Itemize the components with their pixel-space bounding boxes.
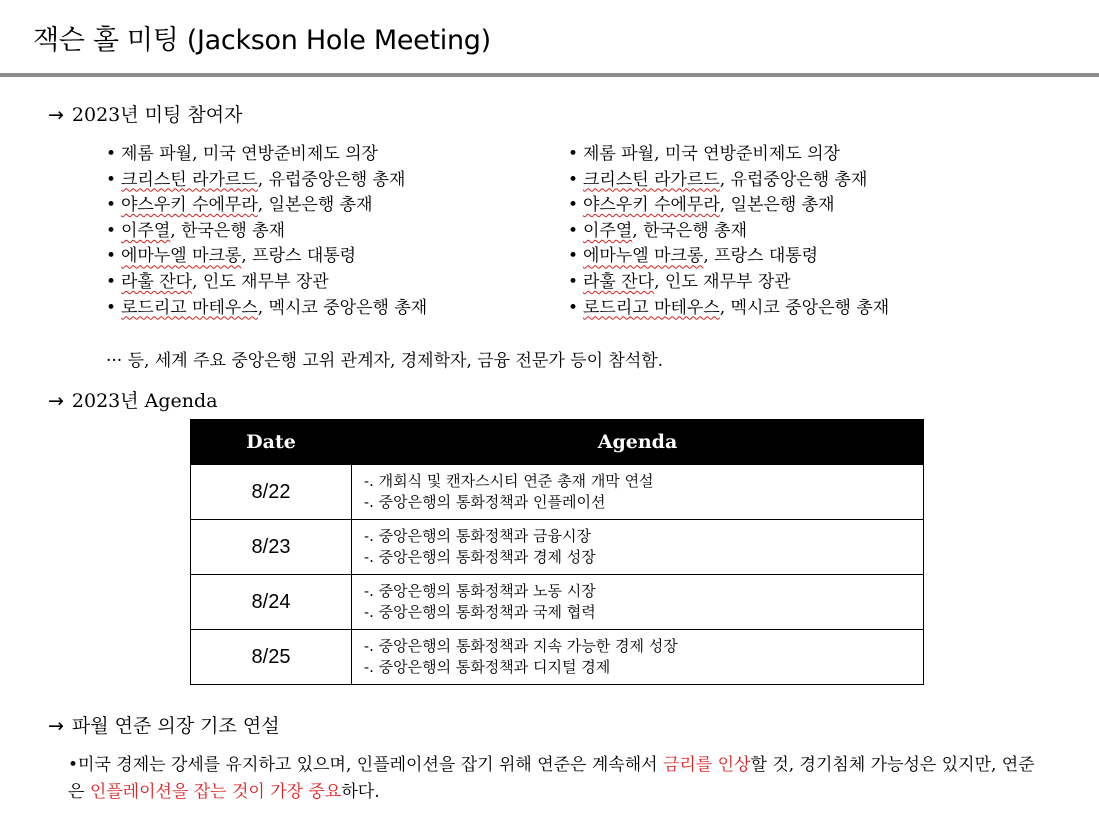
bullet-icon: •: [106, 246, 117, 267]
participant-name: 제롬 파월: [583, 144, 655, 164]
participant-role: , 프랑스 대통령: [241, 246, 357, 267]
participant-item: [106, 296, 427, 322]
speech-summary: [68, 752, 1048, 806]
participant-item: [568, 168, 889, 194]
bullet-icon: •: [106, 297, 117, 318]
bullet-icon: •: [568, 195, 579, 216]
participant-item: [568, 219, 889, 245]
participant-name: 에마누엘 마크롱: [121, 246, 242, 267]
participant-item: [568, 142, 889, 168]
participant-role: , 유럽중앙은행 총재: [257, 169, 406, 190]
arrow-right-icon: →: [48, 390, 64, 412]
participant-role: , 유럽중앙은행 총재: [719, 169, 868, 190]
agenda-item: -. 중앙은행의 통화정책과 지속 가능한 경제 성장: [364, 637, 678, 655]
agenda-row: [191, 465, 924, 520]
participant-name: 라훌 잔다: [583, 271, 655, 292]
bullet-icon: •: [106, 271, 117, 292]
participant-item: [106, 244, 427, 270]
participant-role: , 한국은행 총재: [632, 220, 748, 241]
agenda-item: -. 중앙은행의 통화정책과 경제 성장: [364, 548, 596, 566]
bullet-icon: •: [568, 297, 579, 318]
agenda-item: -. 중앙은행의 통화정책과 국제 협력: [364, 603, 596, 621]
bullet-icon: •: [568, 169, 579, 190]
participants-etc-note: ··· 등, 세계 주요 중앙은행 고위 관계자, 경제학자, 금융 전문가 등이 참석함.: [106, 351, 664, 371]
participant-role: , 미국 연방준비제도 의장: [192, 144, 378, 164]
bullet-icon: •: [106, 220, 117, 241]
participant-name: 야스우키 수에무라: [121, 195, 258, 216]
participant-role: , 멕시코 중앙은행 총재: [719, 297, 890, 318]
page-title: 잭슨 홀 미팅 (Jackson Hole Meeting): [33, 25, 491, 56]
agenda-header-row: [191, 420, 924, 465]
participant-item: [568, 244, 889, 270]
highlight-rate-hike: 금리를 인상: [662, 755, 751, 775]
bullet-icon: •: [568, 220, 579, 241]
column-header-date: Date: [191, 420, 352, 465]
participant-item: [106, 270, 427, 296]
speech-text: 하다.: [341, 782, 380, 802]
participant-name: 크리스틴 라가르드: [121, 169, 258, 190]
participant-name: 이주열: [583, 220, 633, 241]
bullet-icon: •: [106, 144, 117, 164]
speech-text: 할 것, 경기침체 가능성은 있지만, 연준은: [68, 755, 1035, 802]
participant-name: 제롬 파월: [121, 144, 193, 164]
section-heading-text: 2023년 Agenda: [71, 390, 218, 412]
participant-role: , 한국은행 총재: [170, 220, 286, 241]
section-participants-heading: [48, 100, 242, 127]
participant-item: [568, 193, 889, 219]
agenda-items: [352, 575, 924, 630]
section-heading-text: 2023년 미팅 참여자: [71, 104, 243, 126]
participant-name: 야스우키 수에무라: [583, 195, 720, 216]
arrow-right-icon: →: [48, 715, 64, 737]
participant-item: [106, 142, 427, 168]
speech-text: •미국 경제는 강세를 유지하고 있으며, 인플레이션을 잡기 위해 연준은 계속해서: [68, 755, 663, 775]
agenda-item: -. 중앙은행의 통화정책과 인플레이션: [364, 493, 606, 511]
bullet-icon: •: [106, 195, 117, 216]
title-divider: [0, 73, 1099, 77]
column-header-agenda: Agenda: [352, 420, 924, 465]
agenda-item: -. 중앙은행의 통화정책과 노동 시장: [364, 582, 596, 600]
participant-name: 라훌 잔다: [121, 271, 193, 292]
agenda-row: [191, 575, 924, 630]
arrow-right-icon: →: [48, 104, 64, 126]
participant-role: , 프랑스 대통령: [703, 246, 819, 267]
agenda-items: [352, 465, 924, 520]
participant-item: [106, 193, 427, 219]
participant-name: 이주열: [121, 220, 171, 241]
participant-name: 로드리고 마테우스: [121, 297, 258, 318]
agenda-item: -. 중앙은행의 통화정책과 금융시장: [364, 527, 592, 545]
participant-role: , 인도 재무부 장관: [654, 271, 791, 292]
agenda-date: 8/22: [191, 465, 352, 520]
participant-item: [106, 219, 427, 245]
agenda-date: 8/23: [191, 520, 352, 575]
bullet-icon: •: [568, 246, 579, 267]
participant-list-left: [106, 142, 427, 321]
bullet-icon: •: [106, 169, 117, 190]
participant-name: 크리스틴 라가르드: [583, 169, 720, 190]
participant-role: , 일본은행 총재: [719, 195, 835, 216]
section-agenda-heading: [48, 386, 218, 413]
participant-role: , 멕시코 중앙은행 총재: [257, 297, 428, 318]
highlight-inflation-priority: 인플레이션을 잡는 것이 가장 중요: [89, 782, 342, 802]
bullet-icon: •: [568, 271, 579, 292]
participant-name: 에마누엘 마크롱: [583, 246, 704, 267]
agenda-date: 8/25: [191, 630, 352, 685]
participant-role: , 일본은행 총재: [257, 195, 373, 216]
participant-item: [106, 168, 427, 194]
participant-item: [568, 270, 889, 296]
participant-name: 로드리고 마테우스: [583, 297, 720, 318]
section-heading-text: 파월 연준 의장 기조 연설: [71, 715, 280, 737]
section-speech-heading: [48, 711, 280, 738]
participant-list-right: [568, 142, 889, 321]
agenda-items: [352, 630, 924, 685]
agenda-item: -. 중앙은행의 통화정책과 디지털 경제: [364, 658, 611, 676]
participant-item: [568, 296, 889, 322]
participant-role: , 미국 연방준비제도 의장: [654, 144, 840, 164]
agenda-row: [191, 630, 924, 685]
agenda-item: -. 개회식 및 캔자스시티 연준 총재 개막 연설: [364, 472, 654, 490]
agenda-row: [191, 520, 924, 575]
agenda-table: [190, 419, 924, 685]
agenda-date: 8/24: [191, 575, 352, 630]
participant-role: , 인도 재무부 장관: [192, 271, 329, 292]
bullet-icon: •: [568, 144, 579, 164]
agenda-items: [352, 520, 924, 575]
